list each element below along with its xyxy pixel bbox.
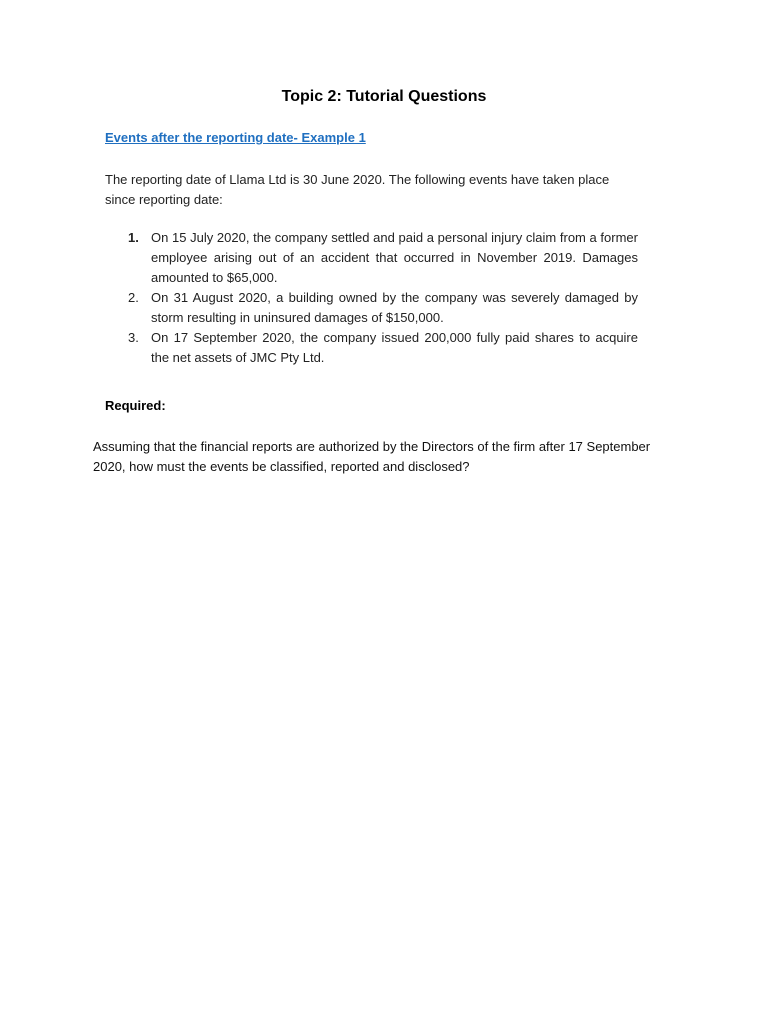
- list-item-text: On 31 August 2020, a building owned by the company was severely damaged by storm resulting in uninsured damages of $150,000.: [151, 290, 638, 325]
- events-list: [128, 228, 638, 368]
- intro-paragraph: The reporting date of Llama Ltd is 30 June 2020. The following events have taken place since reporting date:: [105, 172, 610, 207]
- required-heading: Required:: [105, 398, 166, 413]
- list-item: [128, 288, 638, 328]
- page-title: Topic 2: Tutorial Questions: [281, 88, 487, 105]
- question-paragraph: Assuming that the financial reports are authorized by the Directors of the firm after 17 September 2020, how must the events be classified, reported and disclosed?: [93, 439, 651, 474]
- list-item-text: On 15 July 2020, the company settled and paid a personal injury claim from a former employee arising out of an accident that occurred in November 2019. Damages amounted to $65,000.: [151, 230, 638, 285]
- list-item: [128, 228, 638, 288]
- list-item-text: On 17 September 2020, the company issued 200,000 fully paid shares to acquire the net assets of JMC Pty Ltd.: [151, 330, 638, 365]
- list-item-number: 1.: [128, 230, 139, 245]
- list-item: [128, 328, 638, 368]
- list-item-number: 3.: [128, 330, 139, 345]
- list-item-number: 2.: [128, 290, 139, 305]
- section-link[interactable]: Events after the reporting date- Example 1: [105, 130, 366, 145]
